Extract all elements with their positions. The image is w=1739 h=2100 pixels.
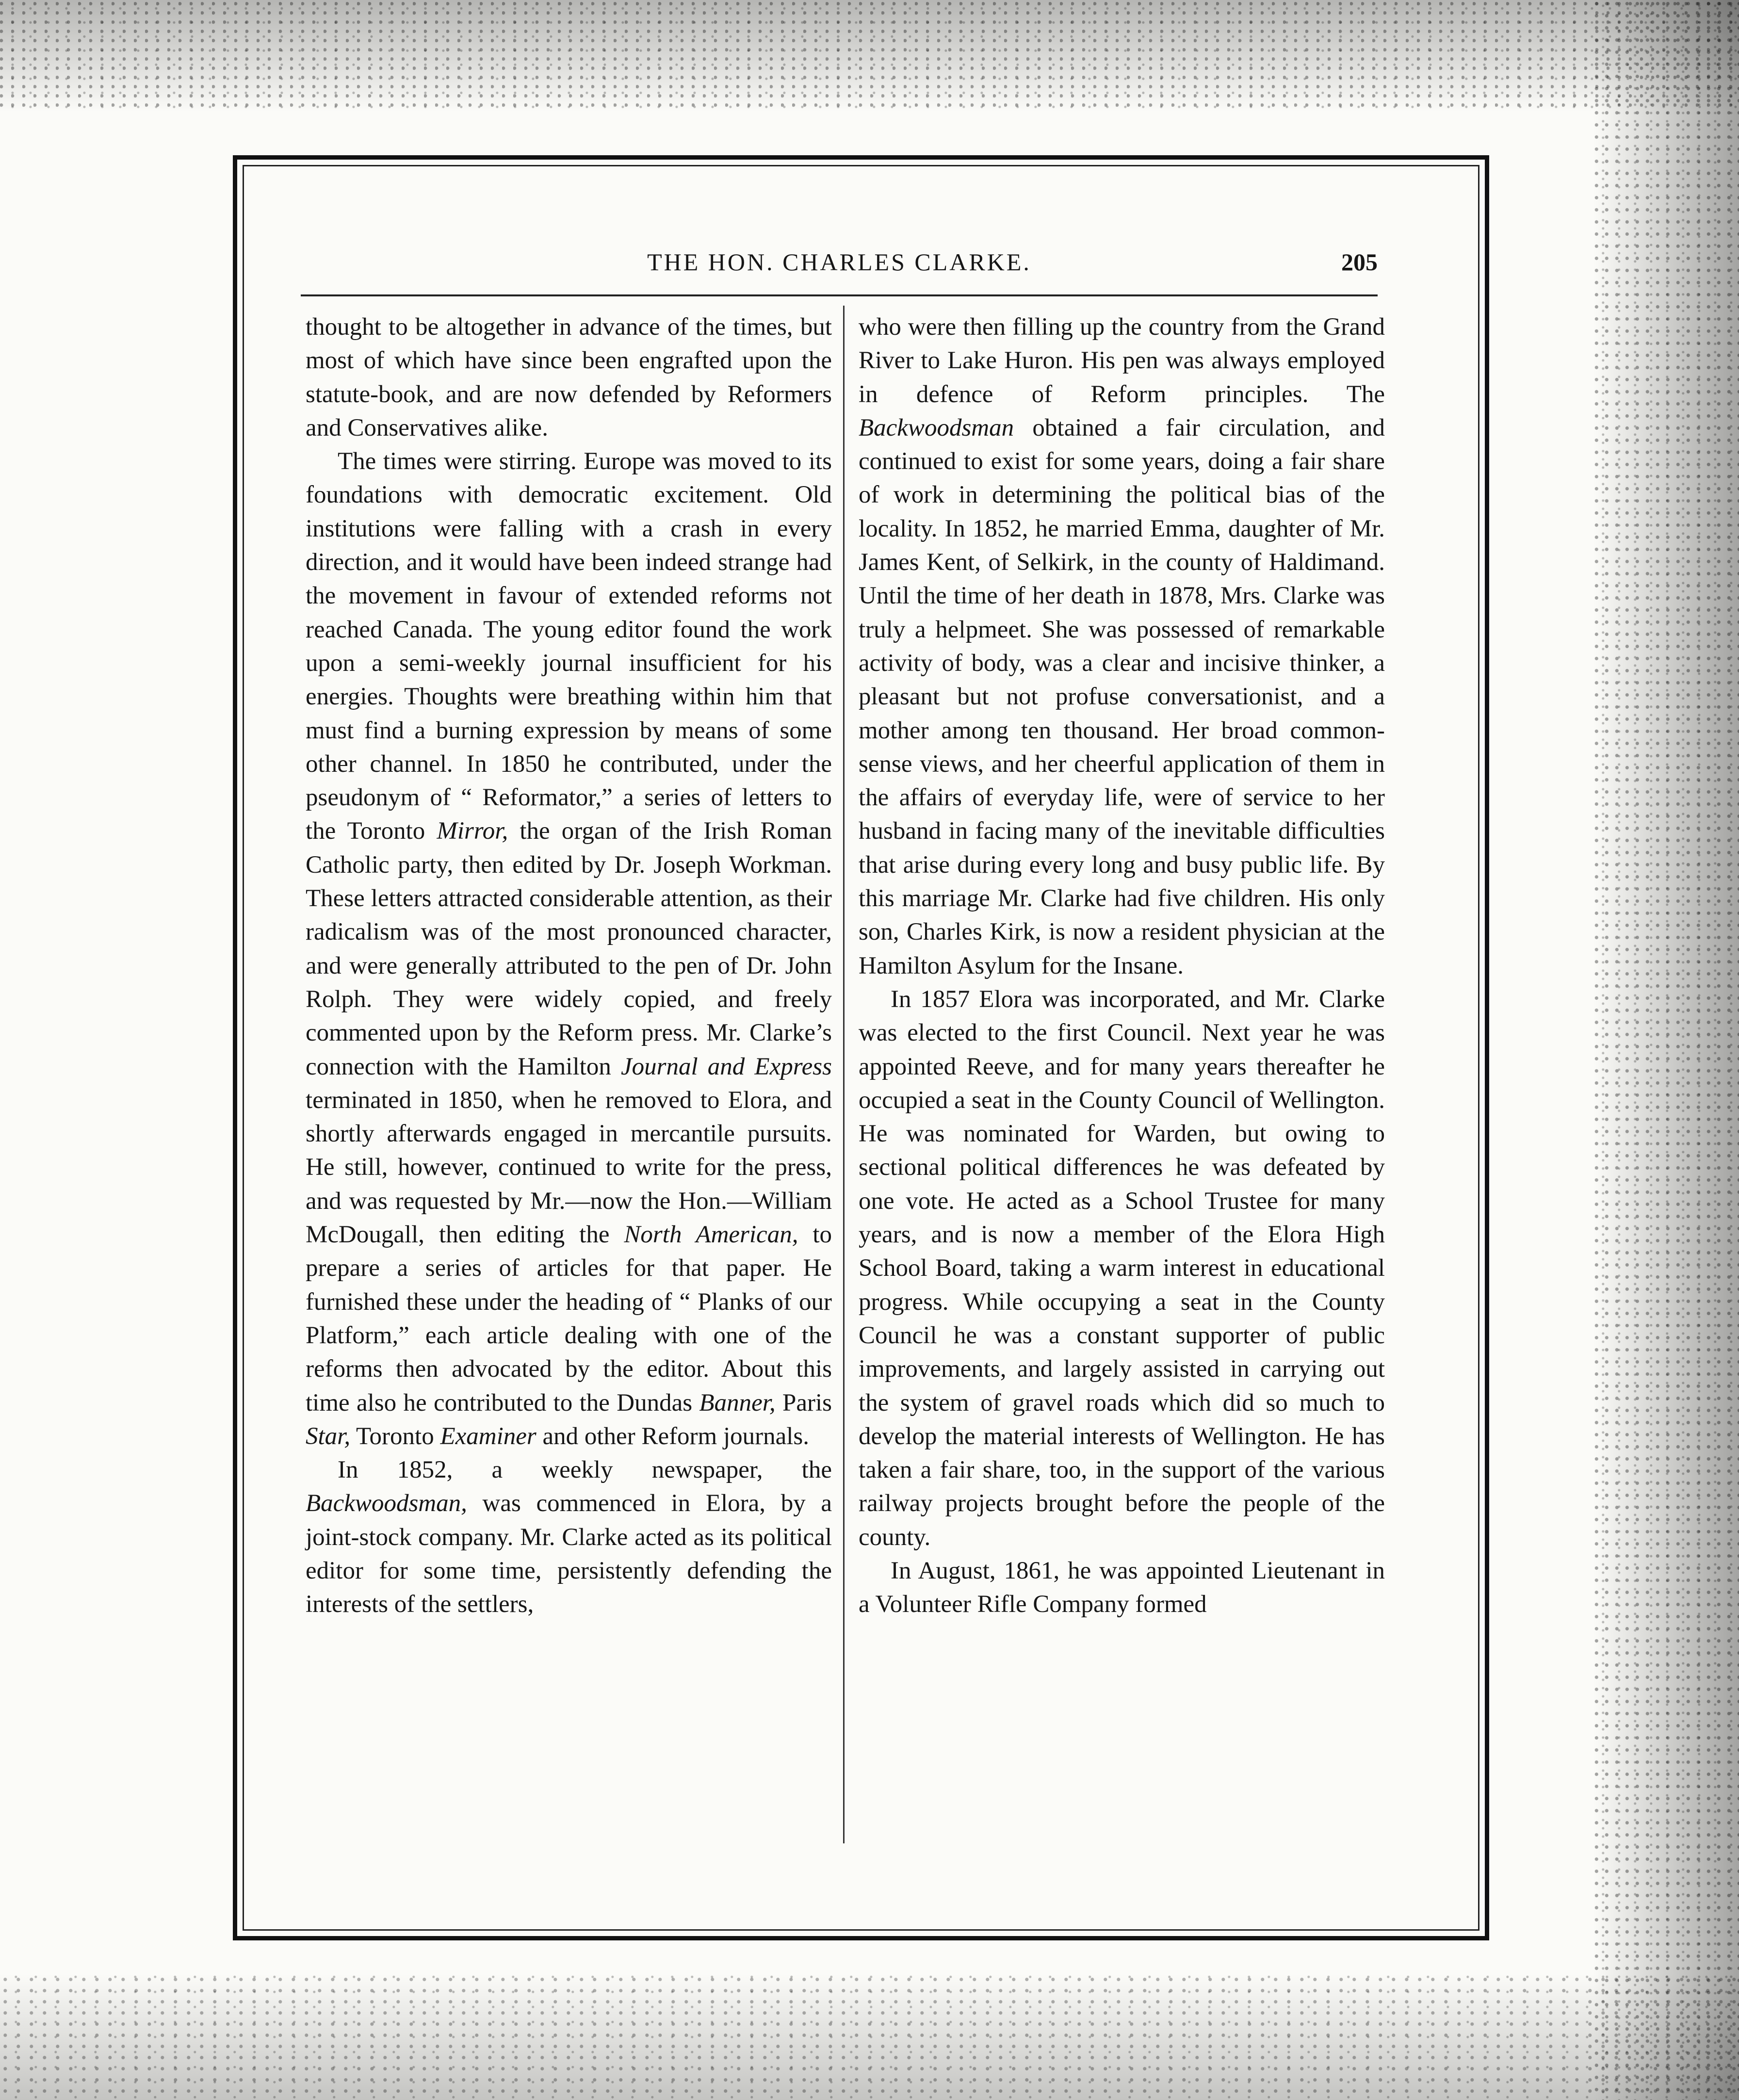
italic-title: North American, [624,1221,798,1249]
column-divider [843,306,845,1843]
paragraph: The times were stirring. Europe was moved to its foundations with democratic excitement. Old institutions were falling with a crash in every direction, and it would have been indeed strange had the movement in favour of extended reforms not reached Canada. The young editor found the work upon a semi-weekly journal insufficient for his energies. Thoughts were breathing within him that must find a burning expression by means of some other channel. In 1850 he contributed, under the pseudonym of “ Reformator,” a series of letters to the Toronto Mirror, the organ of the Irish Roman Catholic party, then edited by Dr. Joseph Workman. These letters attracted considerable attention, as their radicalism was of the most pronounced character, and were generally attributed to the pen of Dr. John Rolph. They were widely copied, and freely commented upon by the Reform press. Mr. Clarke’s connection with the Hamilton Journal and Express terminated in 1850, when he removed to Elora, and shortly afterwards engaged in mercantile pursuits. He still, however, continued to write for the press, and was requested by Mr.—now the Hon.—William McDougall, then editing the North American, to prepare a series of articles for that paper. He furnished these under the heading of “ Planks of our Platform,” each article dealing with one of the reforms then advocated by the editor. About this time also he contributed to the Dundas Banner, Paris Star, Toronto Examiner and other Reform journals. [306,448,832,1450]
running-head [301,245,1378,279]
paragraph: In 1857 Elora was incorporated, and Mr. Clarke was elected to the first Council. Next year he was appointed Reeve, and for many years thereafter he occupied a seat in the County Council of Wellington. He was nominated for Warden, but owing to sectional political differences he was defeated by one vote. He acted as a School Trustee for many years, and is now a member of the Elora High School Board, taking a warm interest in educational progress. While occupying a seat in the County Council he was a constant supporter of public improvements, and largely assisted in carrying out the system of gravel roads which did so much to develop the material interests of Wellington. He has taken a fair share, too, in the support of the various railway projects brought before the people of the county. [859,985,1385,1551]
scan-edge-right [1593,0,1739,2100]
italic-title: Star, [306,1422,351,1450]
italic-title: Backwoodsman, [306,1490,467,1517]
paragraph: who were then filling up the country from the Grand River to Lake Huron. His pen was always employed in defence of Reform principles. The Backwoodsman obtained a fair circulation, and continued to exist for some years, doing a fair share of work in determining the political bias of the locality. In 1852, he married Emma, daughter of Mr. James Kent, of Selkirk, in the county of Haldimand. Until the time of her death in 1878, Mrs. Clarke was truly a helpmeet. She was possessed of remarkable activity of body, was a clear and incisive thinker, a pleasant but not profuse conversationist, and a mother among ten thousand. Her broad common-sense views, and her cheerful application of them in the affairs of everyday life, were of service to her husband in facing many of the inevitable difficulties that arise during every long and busy public life. By this marriage Mr. Clarke had five children. His only son, Charles Kirk, is now a resident physician at the Hamilton Asylum for the Insane. [859,313,1385,979]
paragraph: In 1852, a weekly newspaper, the Backwoodsman, was commenced in Elora, by a joint-stock company. Mr. Clarke acted as its political editor for some time, persistently defending the interests of the settlers, [306,1456,832,1618]
italic-title: Journal and Express [620,1053,832,1080]
header-rule [301,294,1378,296]
scan-edge-bottom [0,1974,1739,2100]
scan-edge-top [0,0,1739,112]
paragraph: thought to be altogether in advance of the times, but most of which have since been engrafted upon the statute-book, and are now defended by Reformers and Conservatives alike. [306,313,832,441]
paragraph: In August, 1861, he was appointed Lieutenant in a Volunteer Rifle Company formed [859,1557,1385,1618]
page-title: THE HON. CHARLES CLARKE. [647,248,1031,276]
italic-title: Mirror, [437,817,508,845]
left-column [306,310,832,1853]
italic-title: Backwoodsman [859,414,1014,441]
page-number: 205 [1341,248,1378,276]
italic-title: Banner, [699,1389,776,1416]
italic-title: Examiner [440,1422,536,1450]
right-column [859,310,1385,1853]
